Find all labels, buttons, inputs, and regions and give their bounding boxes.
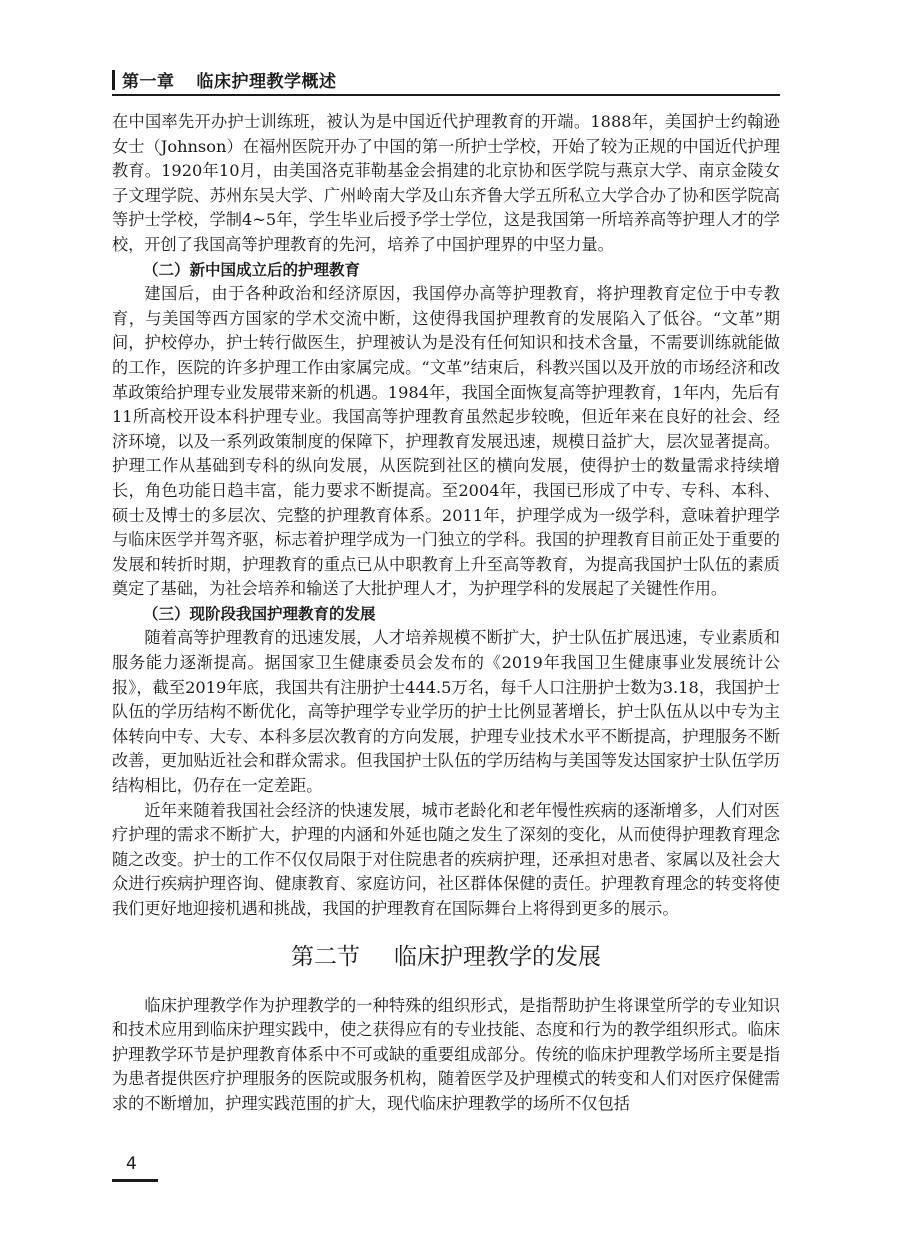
subheading-3: （三）现阶段我国护理教育的发展 xyxy=(143,604,376,623)
paragraph-1: 在中国率先开办护士训练班，被认为是中国近代护理教育的开端。1888年，美国护士约翰逊女士（Johnson）在福州医院开办了中国的第一所护士学校，开始了较为正规的中国近代护理教育。1920年10月，由美国洛克菲勒基金会捐建的北京协和医学院与燕京大学、南京金陵女子文理学院、苏州东吴大学、广州岭南大学及山东齐鲁大学五所私立大学合办了协和医学院高等护士学校，学制4~5年，学生毕业后授予学士学位，这是我国第一所培养高等护理人才的学校，开创了我国高等护理教育的先河，培养了中国护理界的中坚力量。 xyxy=(112,112,780,254)
chapter-label: 第一章 xyxy=(122,72,175,92)
footer-rule xyxy=(112,1179,158,1182)
header-text xyxy=(122,67,337,92)
chapter-title: 临床护理教学概述 xyxy=(196,72,337,92)
header-rule xyxy=(112,94,780,96)
page-body xyxy=(112,110,780,1117)
paragraph-5: 临床护理教学作为护理教学的一种特殊的组织形式，是指帮助护生将课堂所学的专业知识和技术应用到临床护理实践中，使之获得应有的专业技能、态度和行为的教学组织形式。临床护理教学环节是护理教育体系中不可或缺的重要组成部分。传统的临床护理教学场所主要是指为患者提供医疗护理服务的医院或服务机构，随着医学及护理模式的转变和人们对医疗保健需求的不断增加，护理实践范围的扩大，现代临床护理教学的场所不仅包括 xyxy=(112,995,780,1113)
paragraph-4: 近年来随着我国社会经济的快速发展，城市老龄化和老年慢性疾病的逐渐增多，人们对医疗护理的需求不断扩大，护理的内涵和外延也随之发生了深刻的变化，从而使得护理教育理念随之改变。护士的工作不仅仅局限于对住院患者的疾病护理，还承担对患者、家属以及社会大众进行疾病护理咨询、健康教育、家庭访问，社区群体保健的责任。护理教育理念的转变将使我们更好地迎接机遇和挑战，我国的护理教育在国际舞台上将得到更多的展示。 xyxy=(112,800,780,918)
page-number: 4 xyxy=(126,1154,137,1174)
subheading-2: （二）新中国成立后的护理教育 xyxy=(143,260,361,279)
section-title: 临床护理教学的发展 xyxy=(394,943,601,970)
section-heading xyxy=(112,936,780,978)
paragraph-3: 随着高等护理教育的迅速发展，人才培养规模不断扩大，护士队伍扩展迅速，专业素质和服务能力逐渐提高。据国家卫生健康委员会发布的《2019年我国卫生健康事业发展统计公报》，截至2019年底，我国共有注册护士444.5万名，每千人口注册护士数为3.18，我国护士队伍的学历结构不断优化，高等护理学专业学历的护士比例显著增长，护士队伍从以中专为主体转向中专、大专、本科多层次教育的方向发展，护理专业技术水平不断提高，护理服务不断改善，更加贴近社会和群众需求。但我国护士队伍的学历结构与美国等发达国家护士队伍学历结构相比，仍存在一定差距。 xyxy=(112,628,780,796)
paragraph-2: 建国后，由于各种政治和经济原因，我国停办高等护理教育，将护理教育定位于中专教育，与美国等西方国家的学术交流中断，这使得我国护理教育的发展陷入了低谷。“文革”期间，护校停办，护士转行做医生，护理被认为是没有任何知识和技术含量，不需要训练就能做的工作，医院的许多护理工作由家属完成。“文革”结束后，科教兴国以及开放的市场经济和改革政策给护理专业发展带来新的机遇。1984年，我国全面恢复高等护理教育，1年内，先后有11所高校开设本科护理专业。我国高等护理教育虽然起步较晚，但近年来在良好的社会、经济环境，以及一系列政策制度的保障下，护理教育发展迅速，规模日益扩大，层次显著提高。护理工作从基础到专科的纵向发展，从医院到社区的横向发展，使得护士的数量需求持续增长，角色功能日趋丰富，能力要求不断提高。至2004年，我国已形成了中专、专科、本科、硕士及博士的多层次、完整的护理教育体系。2011年，护理学成为一级学科，意味着护理学与临床医学并驾齐驱，标志着护理学成为一门独立的学科。我国的护理教育目前正处于重要的发展和转折时期，护理教育的重点已从中职教育上升至高等教育，为提高我国护士队伍的素质奠定了基础，为社会培养和输送了大批护理人才，为护理学科的发展起了关键性作用。 xyxy=(112,284,780,599)
running-header xyxy=(112,64,780,94)
section-number: 第二节 xyxy=(291,943,360,970)
header-bar xyxy=(112,70,115,90)
